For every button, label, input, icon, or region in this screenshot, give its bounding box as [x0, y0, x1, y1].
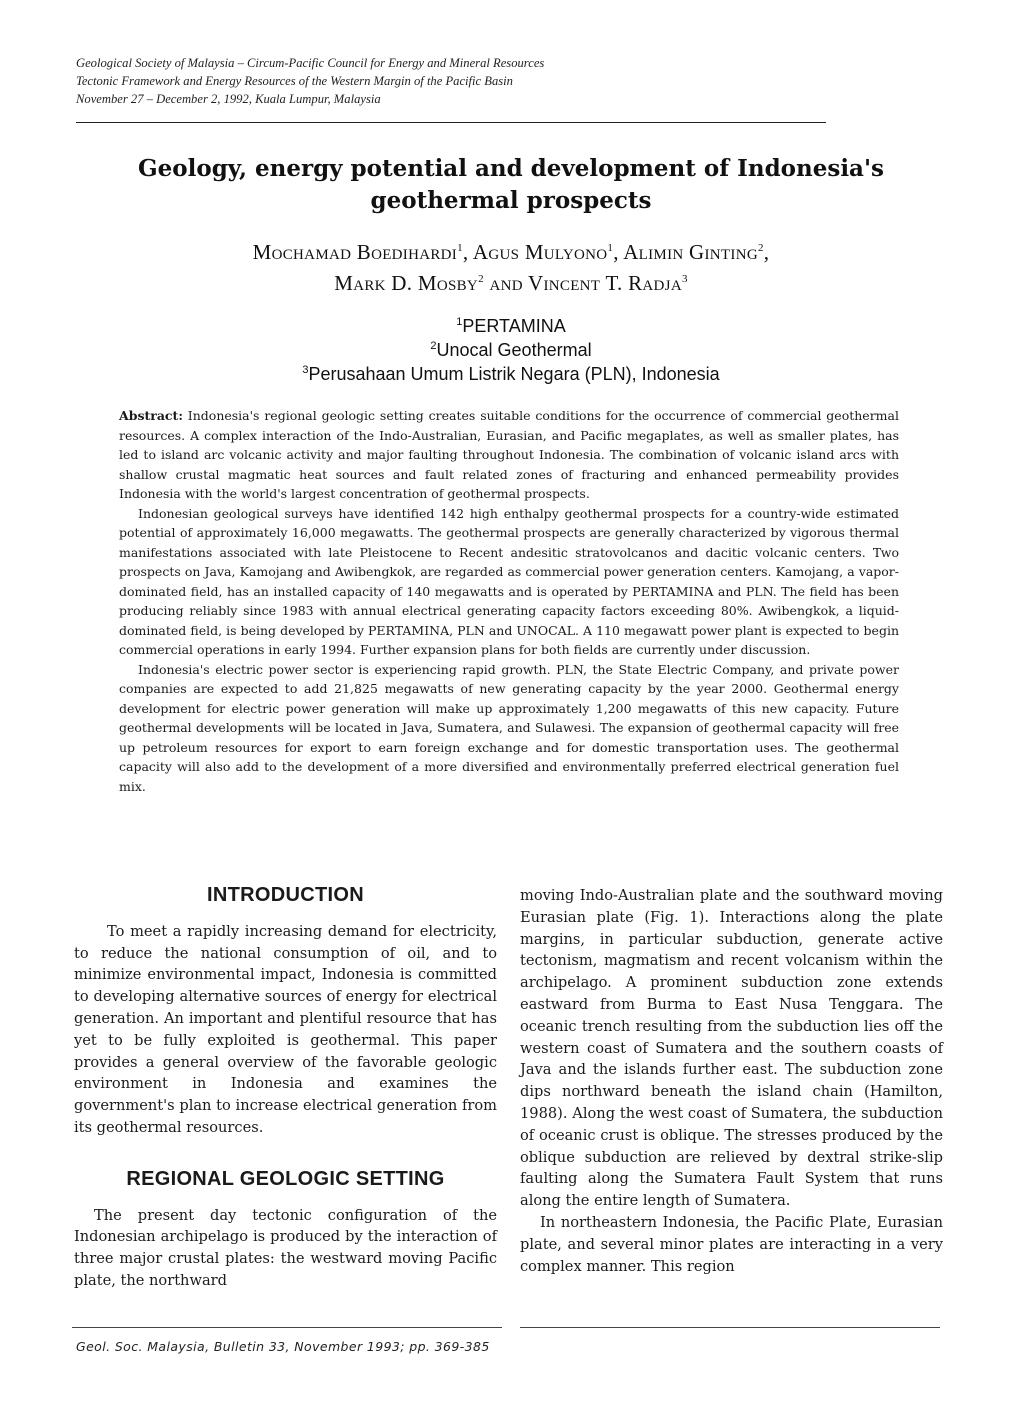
author-name: Mochamad Boedihardi	[252, 240, 458, 264]
author-affiliation-mark: 3	[681, 273, 688, 285]
body-paragraph: The present day tectonic configuration of the Indonesian archipelago is produced by the interaction of three major crustal plates: the westward moving Pacific plate, the northward	[74, 1206, 497, 1289]
affiliation-list	[0, 314, 1022, 386]
footer-rule	[520, 1327, 940, 1328]
author-name: Mark D. Mosby	[334, 271, 479, 295]
affiliation: $^2$Unocal Geothermal	[430, 340, 592, 360]
header-line-1: Geological Society of Malaysia – Circum-Pacific Council for Energy and Mineral Resources	[76, 56, 545, 70]
abstract-paragraph: Abstract: Indonesia's regional geologic setting creates suitable conditions for the occurrence of commercial geothermal resources. A complex interaction of the Indo-Australian, Eurasian, and Pacific megaplates, as well as smaller plates, has led to island arc volcanic activity and major faulting throughout Indonesia. The combination of volcanic island arcs with shallow crustal magmatic heat sources and fault related zones of fracturing and enhanced permeability provides Indonesia with the world's largest concentration of geothermal prospects.	[119, 408, 899, 501]
author-line-2	[0, 268, 1022, 299]
body-paragraph: In northeastern Indonesia, the Pacific Plate, Eurasian plate, and several minor plates are interacting in a very complex manner. This region	[520, 1213, 943, 1275]
paper-title	[0, 153, 1022, 217]
author-name: Agus Mulyono	[472, 240, 608, 264]
abstract-paragraph: Indonesian geological surveys have identified 142 high enthalpy geothermal prospects for a country-wide estimated potential of approximately 16,000 megawatts. The geothermal prospects are generally characterized by vigorous thermal manifestations associated with late Pleistocene to Recent andesitic stratovolcanos and dacitic volcanic centers. Two prospects on Java, Kamojang and Awibengkok, are regarded as commercial power generation centers. Kamojang, a vapor-dominated field, has an installed capacity of 140 megawatts and is operated by PERTAMINA and PLN. The field has been producing reliably since 1983 with annual electrical generating capacity factors exceeding 80%. Awibengkok, a liquid-dominated field, is being developed by PERTAMINA, PLN and UNOCAL. A 110 megawatt power plant is expected to begin commercial operations in early 1994. Further expansion plans for both fields are currently under discussion.	[119, 505, 899, 657]
affiliation: $^1$PERTAMINA	[456, 316, 566, 336]
author-name: Vincent T. Radja	[528, 271, 682, 295]
title-line-2: geothermal prospects	[370, 187, 652, 214]
header-line-2: Tectonic Framework and Energy Resources of the Western Margin of the Pacific Basin	[76, 74, 513, 88]
author-name: Alimin Ginting	[623, 240, 758, 264]
abstract-label: Abstract:	[119, 408, 183, 423]
author-line-1: Mochamad Boedihardi$^1$, Agus Mulyono$^1$, Alimin Ginting$^2$,	[252, 240, 770, 264]
abstract	[119, 406, 899, 796]
header-rule	[76, 122, 826, 123]
author-affiliation-mark: 1	[607, 242, 614, 254]
left-column	[74, 885, 497, 1292]
author-affiliation-mark: 2	[478, 273, 484, 285]
author-list	[0, 237, 1022, 299]
conference-header	[76, 54, 836, 108]
body-paragraph: To meet a rapidly increasing demand for electricity, to reduce the national consumption of oil, and to minimize environmental impact, Indonesia is committed to developing alternative sources of energy for electrical generation. An important and plentiful resource that has yet to be fully exploited is geothermal. This paper provides a general overview of the favorable geologic environment in Indonesia and examines the government's plan to increase electrical generation from its geothermal resources.	[74, 922, 497, 1136]
author-affiliation-mark: 2	[757, 242, 764, 254]
body-paragraph: moving Indo-Australian plate and the southward moving Eurasian plate (Fig. 1). Interactions along the plate margins, in particular subduction, generate active tectonism, magmatism and recent volcanism within the archipelago. A prominent subduction zone extends eastward from Burma to East Nusa Tenggara. The oceanic trench resulting from the subduction lies off the western coast of Sumatera and the southern coasts of Java and the islands further east. The subduction zone dips northward beneath the island chain (Hamilton, 1988). Along the west coast of Sumatera, the subduction of oceanic crust is oblique. The stresses produced by the oblique subduction are relieved by dextral strike-slip faulting along the Sumatera Fault System that runs along the entire length of Sumatera.	[520, 887, 943, 1210]
header-line-3: November 27 – December 2, 1992, Kuala Lumpur, Malaysia	[76, 92, 381, 106]
author-affiliation-mark: 1	[457, 242, 463, 254]
section-heading-introduction: INTRODUCTION	[207, 884, 364, 906]
abstract-paragraph: Indonesia's electric power sector is experiencing rapid growth. PLN, the State Electric Company, and private power companies are expected to add 21,825 megawatts of new generating capacity by the year 2000. Geothermal energy development for electric power generation will make up approximately 1,200 megawatts of this new capacity. Future geothermal developments will be located in Java, Sumatera, and Sulawesi. The expansion of geothermal capacity will free up petroleum resources for export to earn foreign exchange and for domestic transportation uses. The geothermal capacity will also add to the development of a more diversified and environmentally preferred electrical generation fuel mix.	[119, 661, 899, 794]
title-line-1: Geology, energy potential and development of Indonesia's	[138, 155, 884, 182]
section-heading-regional-geologic-setting: REGIONAL GEOLOGIC SETTING	[126, 1167, 445, 1190]
right-column	[520, 885, 943, 1277]
author-conjunction: and	[489, 271, 523, 295]
journal-citation: Geol. Soc. Malaysia, Bulletin 33, November 1993; pp. 369-385	[76, 1339, 490, 1354]
affiliation: $^3$Perusahaan Umum Listrik Negara (PLN), Indonesia	[302, 364, 720, 384]
footer-rule	[72, 1327, 502, 1328]
